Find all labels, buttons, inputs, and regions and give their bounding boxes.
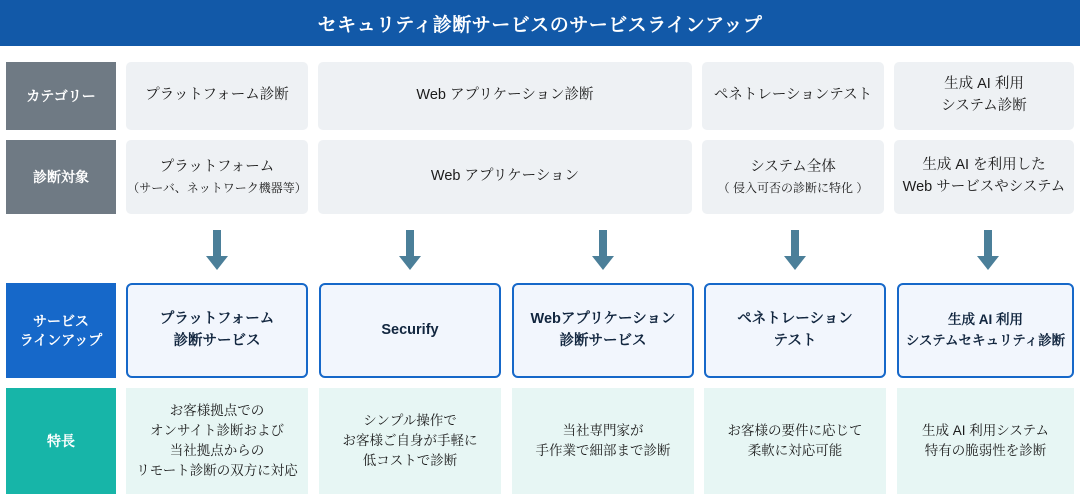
category-cell-webapp: Web アプリケーション診断 [318, 62, 692, 130]
feature-line: 生成 AI 利用システム [922, 422, 1049, 438]
feature-line: リモート診断の双方に対応 [136, 463, 298, 479]
service-webapp-line2: 診断サービス [559, 332, 647, 349]
row-label-lineup-line2: ラインアップ [19, 331, 103, 348]
row-label-lineup-line1: サービス [33, 312, 89, 329]
page-title: セキュリティ診断サービスのサービスラインアップ [0, 0, 1080, 46]
row-label-lineup [6, 283, 116, 378]
service-platform-line1: プラットフォーム [159, 310, 275, 327]
feature-line: 低コストで診断 [362, 453, 458, 469]
feature-line: 特有の脆弱性を診断 [924, 443, 1047, 458]
service-card-webapp[interactable] [512, 283, 694, 378]
feature-line: 当社拠点からの [169, 443, 265, 458]
target-cell-genai [894, 140, 1074, 214]
service-card-genai[interactable] [897, 283, 1074, 378]
target-cell-platform [126, 140, 308, 214]
service-card-securify[interactable]: Securify [319, 283, 501, 378]
category-cell-platform: プラットフォーム診断 [126, 62, 308, 130]
feature-cell-pentest [704, 388, 886, 494]
category-cell-genai [894, 62, 1074, 130]
target-genai-line1: 生成 AI を利用した [922, 157, 1046, 174]
row-label-feature: 特長 [6, 388, 116, 494]
service-genai-line1: 生成 AI 利用 [947, 312, 1023, 328]
service-webapp-line1: Webアプリケーション [530, 310, 676, 327]
feature-cell-genai [897, 388, 1074, 494]
service-pentest-line2: テスト [773, 332, 817, 349]
feature-line: 手作業で細部まで診断 [535, 443, 671, 458]
feature-line: シンプル操作で [363, 412, 457, 428]
feature-cell-securify [319, 388, 501, 494]
target-platform-line2: （サーバ、ネットワーク機器等） [127, 180, 307, 195]
feature-line: オンサイト診断および [149, 422, 285, 438]
target-pentest-line1: システム全体 [750, 159, 836, 176]
service-pentest-line1: ペネトレーション [737, 310, 853, 327]
feature-line: 当社専門家が [562, 422, 644, 438]
row-label-category: カテゴリー [6, 62, 116, 130]
category-genai-line1: 生成 AI 利用 [944, 76, 1024, 93]
service-card-platform[interactable] [126, 283, 308, 378]
row-label-target: 診断対象 [6, 140, 116, 214]
target-cell-webapp: Web アプリケーション [318, 140, 692, 214]
feature-cell-platform [126, 388, 308, 494]
service-genai-line2: システムセキュリティ診断 [905, 332, 1066, 348]
category-genai-line2: システム診断 [941, 98, 1027, 114]
target-platform-line1: プラットフォーム [159, 159, 275, 176]
category-cell-pentest: ペネトレーションテスト [702, 62, 884, 130]
feature-line: お客様拠点での [169, 402, 265, 418]
feature-line: お客様ご自身が手軽に [342, 432, 478, 448]
service-platform-line2: 診断サービス [173, 332, 261, 349]
feature-cell-webapp [512, 388, 694, 494]
feature-line: 柔軟に対応可能 [747, 443, 843, 458]
target-genai-line2: Web サービスやシステム [902, 179, 1066, 195]
target-pentest-line2: （ 侵入可否の診断に特化 ） [717, 180, 869, 195]
feature-line: お客様の要件に応じて [727, 422, 863, 438]
target-cell-pentest [702, 140, 884, 214]
service-card-pentest[interactable] [704, 283, 886, 378]
